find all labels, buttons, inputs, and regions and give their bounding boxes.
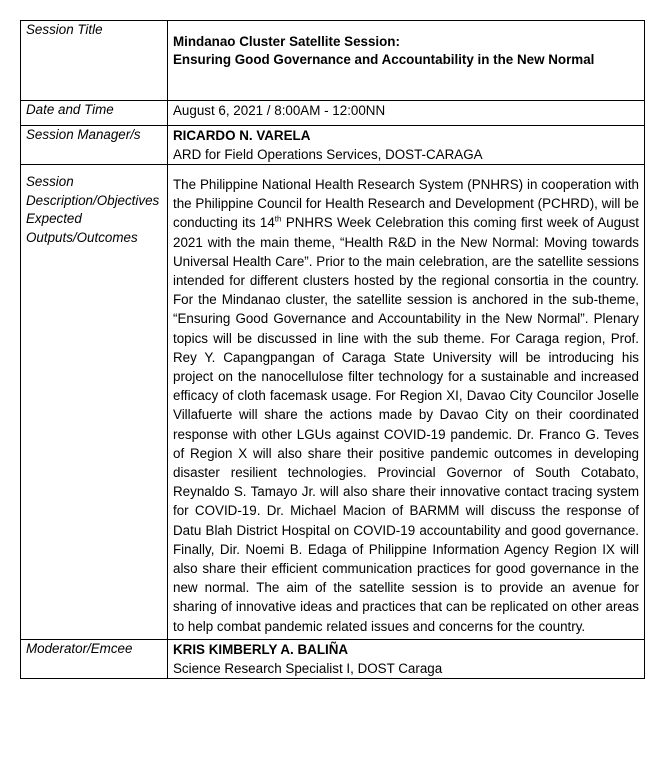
description-label-line2: Description/Objectives bbox=[26, 192, 160, 208]
description-label-line3: Expected bbox=[26, 211, 82, 227]
session-title-line2: Ensuring Good Governance and Accountability in the New Normal bbox=[173, 52, 595, 67]
session-manager-row bbox=[21, 126, 645, 165]
ordinal-superscript: th bbox=[274, 214, 282, 224]
session-manager-value bbox=[168, 126, 645, 165]
description-label-line4: Outputs/Outcomes bbox=[26, 229, 138, 245]
session-details-table bbox=[20, 20, 645, 679]
date-time-label: Date and Time bbox=[21, 101, 168, 126]
description-row bbox=[21, 165, 645, 640]
moderator-label: Moderator/Emcee bbox=[21, 639, 168, 678]
session-manager-label: Session Manager/s bbox=[21, 126, 168, 165]
description-text-part1: The Philippine National Health Research System (PNHRS) in cooperation with the Philippine Council for Health Research and Development (PCHRD), will be conducting its 14 bbox=[173, 177, 639, 231]
date-time-value: August 6, 2021 / 8:00AM - 12:00NN bbox=[168, 101, 645, 126]
session-title-row bbox=[21, 21, 645, 101]
moderator-position: Science Research Specialist I, DOST Caraga bbox=[173, 660, 443, 676]
moderator-row bbox=[21, 639, 645, 678]
session-title-line1: Mindanao Cluster Satellite Session: bbox=[173, 34, 400, 49]
description-label bbox=[21, 165, 168, 640]
moderator-name: KRIS KIMBERLY A. BALIÑA bbox=[173, 641, 349, 657]
session-manager-name: RICARDO N. VARELA bbox=[173, 128, 311, 143]
date-time-row bbox=[21, 101, 645, 126]
session-manager-position: ARD for Field Operations Services, DOST-CARAGA bbox=[173, 147, 483, 162]
description-label-line1: Session bbox=[26, 174, 74, 189]
description-text bbox=[168, 165, 645, 640]
description-text-part2: PNHRS Week Celebration this coming first week of August 2021 with the main theme, “Health R&D in the New Normal: Moving towards Universal Health Care”. Prior to the main celebration, are the satellite sessions intended for different clusters hosted by the regional consortia in the country. For the Mindanao cluster, the satellite session is anchored in the sub-theme, “Ensuring Good Governance and Accountability in the New Normal”. Plenary topics will be discussed in line with the sub theme. For Caraga region, Prof. Rey Y. Capangpangan of Caraga State University will be introducing his project on the nanocellulose filter technology for a sustainable and increased efficacy of cloth facemask usage. For Region XI, Davao City Councilor Joselle Villafuerte will share the actions made by Davao City on their coordinated response with other LGUs against COVID-19 pandemic. Dr. Franco G. Teves of Region X will also share their positive pandemic outcomes in developing disaster resilient technologies. Provincial Governor of South Cotabato, Reynaldo S. Tamayo Jr. will also share their innovative contact tracing system for COVID-19. Dr. Michael Macion of BARMM will discuss the response of Datu Blah District Hospital on COVID-19 accountability and good governance. Finally, Dir. Noemi B. Edaga of Philippine Information Agency Region IX will also share their efficient communication practices for good governance in the new normal. The aim of the satellite session is to provide an avenue for sharing of innovative ideas and practices that can be replicated on other areas to help combat pandemic related issues and concerns for the country. bbox=[173, 215, 639, 634]
session-title-label: Session Title bbox=[21, 21, 168, 101]
moderator-value bbox=[168, 639, 645, 678]
session-title-value bbox=[168, 21, 645, 101]
